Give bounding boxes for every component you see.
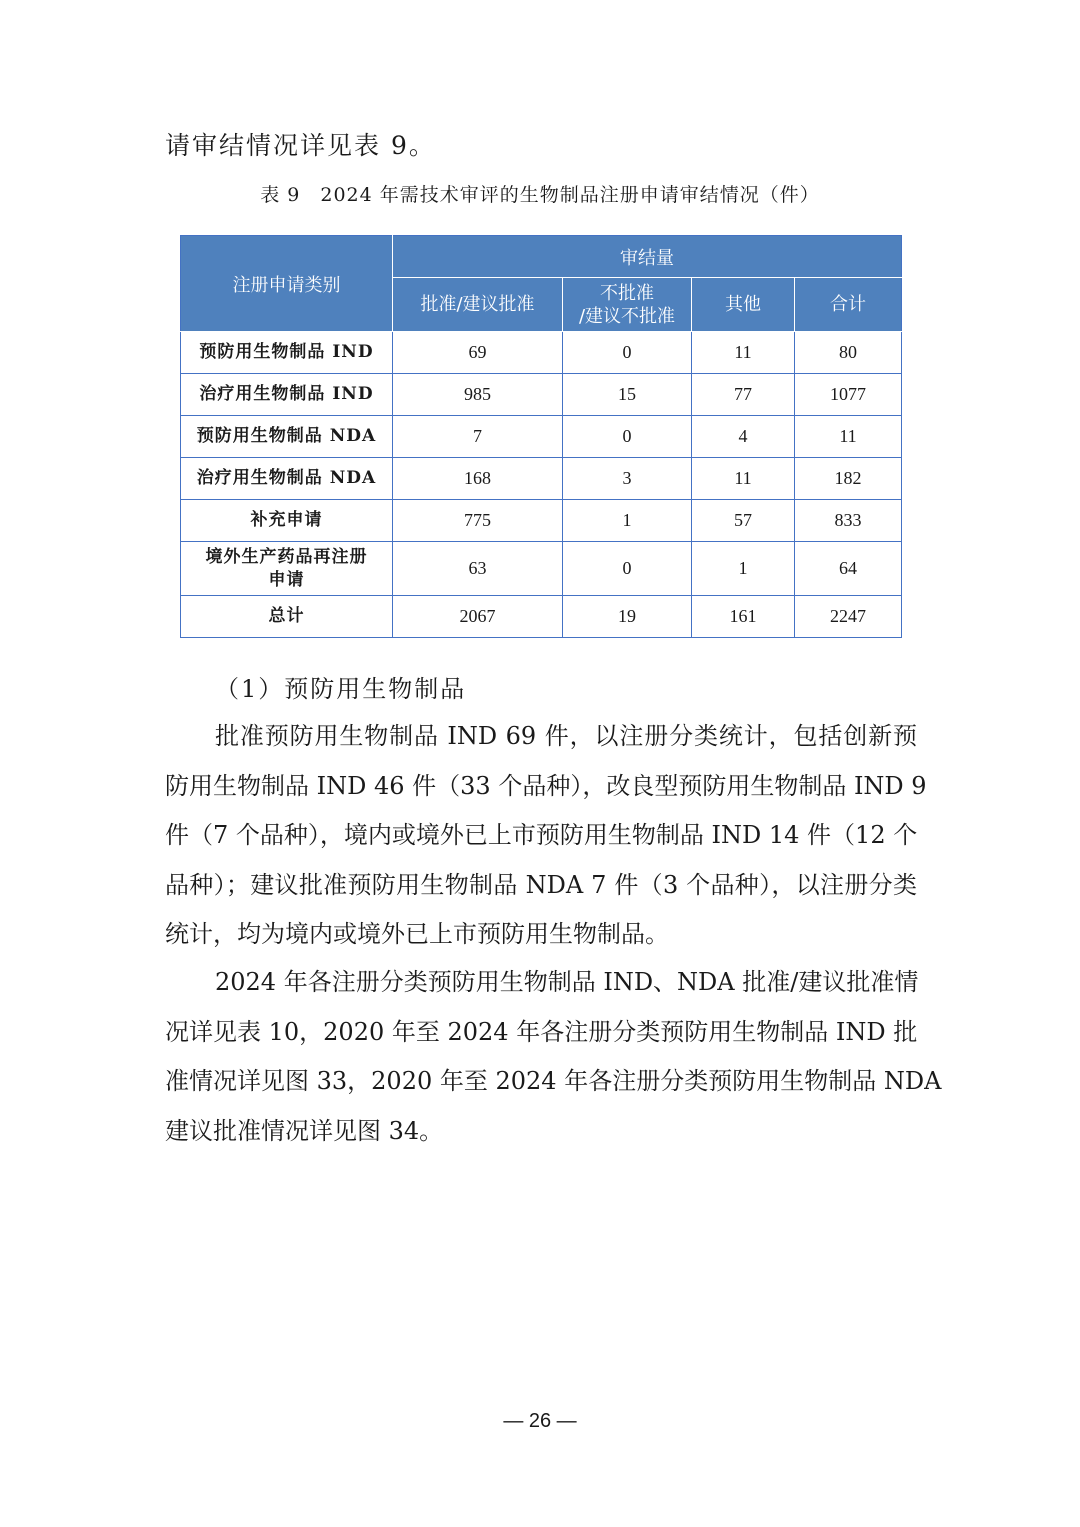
paragraph-2 xyxy=(165,958,942,1156)
row-category: 补充申请 xyxy=(181,500,393,542)
cell-total: 833 xyxy=(795,500,902,542)
review-results-table xyxy=(180,235,902,638)
cell-other: 11 xyxy=(692,458,795,500)
cell-total: 80 xyxy=(795,332,902,374)
row-category: 预防用生物制品 IND xyxy=(181,332,393,374)
cell-total: 64 xyxy=(795,542,902,596)
cell-other: 57 xyxy=(692,500,795,542)
paragraph-1 xyxy=(165,712,927,960)
intro-line: 请审结情况详见表 9。 xyxy=(165,131,436,160)
header-not-approved: 不批准 /建议不批准 xyxy=(563,278,692,332)
cell-other: 4 xyxy=(692,416,795,458)
table-row xyxy=(181,332,902,374)
cell-not-approved: 15 xyxy=(563,374,692,416)
cell-not-approved: 3 xyxy=(563,458,692,500)
cell-approved: 168 xyxy=(393,458,563,500)
paragraph-line: 批准预防用生物制品 IND 69 件，以注册分类统计，包括创新预 xyxy=(215,722,917,750)
cell-other: 11 xyxy=(692,332,795,374)
row-category: 预防用生物制品 NDA xyxy=(181,416,393,458)
header-other: 其他 xyxy=(692,278,795,332)
cell-not-approved: 0 xyxy=(563,332,692,374)
paragraph-line: 品种）；建议批准预防用生物制品 NDA 7 件（3 个品种），以注册分类 xyxy=(165,870,917,899)
cell-approved: 7 xyxy=(393,416,563,458)
row-category: 境外生产药品再注册 申请 xyxy=(181,542,393,596)
paragraph-line: 件（7 个品种），境内或境外已上市预防用生物制品 IND 14 件（12 个 xyxy=(165,821,918,849)
cell-approved: 63 xyxy=(393,542,563,596)
cell-approved: 2067 xyxy=(393,596,563,638)
table-row xyxy=(181,374,902,416)
paragraph-line: 防用生物制品 IND 46 件（33 个品种），改良型预防用生物制品 IND 9 xyxy=(165,771,927,800)
row-category: 总计 xyxy=(181,596,393,638)
cell-not-approved: 0 xyxy=(563,416,692,458)
cell-other: 161 xyxy=(692,596,795,638)
cell-approved: 775 xyxy=(393,500,563,542)
cell-total: 11 xyxy=(795,416,902,458)
table-row xyxy=(181,542,902,596)
header-group: 审结量 xyxy=(393,236,902,278)
table-row xyxy=(181,500,902,542)
page-number: — 26 — xyxy=(503,1410,577,1432)
cell-other: 77 xyxy=(692,374,795,416)
table-row xyxy=(181,458,902,500)
table-caption: 表 9 2024 年需技术审评的生物制品注册申请审结情况（件） xyxy=(260,184,820,206)
header-approved: 批准/建议批准 xyxy=(393,278,563,332)
row-category: 治疗用生物制品 IND xyxy=(181,374,393,416)
cell-not-approved: 19 xyxy=(563,596,692,638)
cell-total: 2247 xyxy=(795,596,902,638)
paragraph-line: 况详见表 10，2020 年至 2024 年各注册分类预防用生物制品 IND 批 xyxy=(165,1017,918,1046)
row-category: 治疗用生物制品 NDA xyxy=(181,458,393,500)
table-row-total xyxy=(181,596,902,638)
header-category: 注册申请类别 xyxy=(181,236,393,332)
paragraph-line: 统计，均为境内或境外已上市预防用生物制品。 xyxy=(165,920,669,948)
paragraph-line: 建议批准情况详见图 34。 xyxy=(165,1116,444,1145)
cell-approved: 69 xyxy=(393,332,563,374)
cell-approved: 985 xyxy=(393,374,563,416)
cell-total: 1077 xyxy=(795,374,902,416)
cell-not-approved: 1 xyxy=(563,500,692,542)
cell-not-approved: 0 xyxy=(563,542,692,596)
paragraph-line: 准情况详见图 33，2020 年至 2024 年各注册分类预防用生物制品 NDA xyxy=(165,1067,942,1095)
section-heading: （1）预防用生物制品 xyxy=(215,675,467,703)
table-row xyxy=(181,416,902,458)
header-total: 合计 xyxy=(795,278,902,332)
paragraph-line: 2024 年各注册分类预防用生物制品 IND、NDA 批准/建议批准情 xyxy=(215,968,919,996)
cell-other: 1 xyxy=(692,542,795,596)
cell-total: 182 xyxy=(795,458,902,500)
